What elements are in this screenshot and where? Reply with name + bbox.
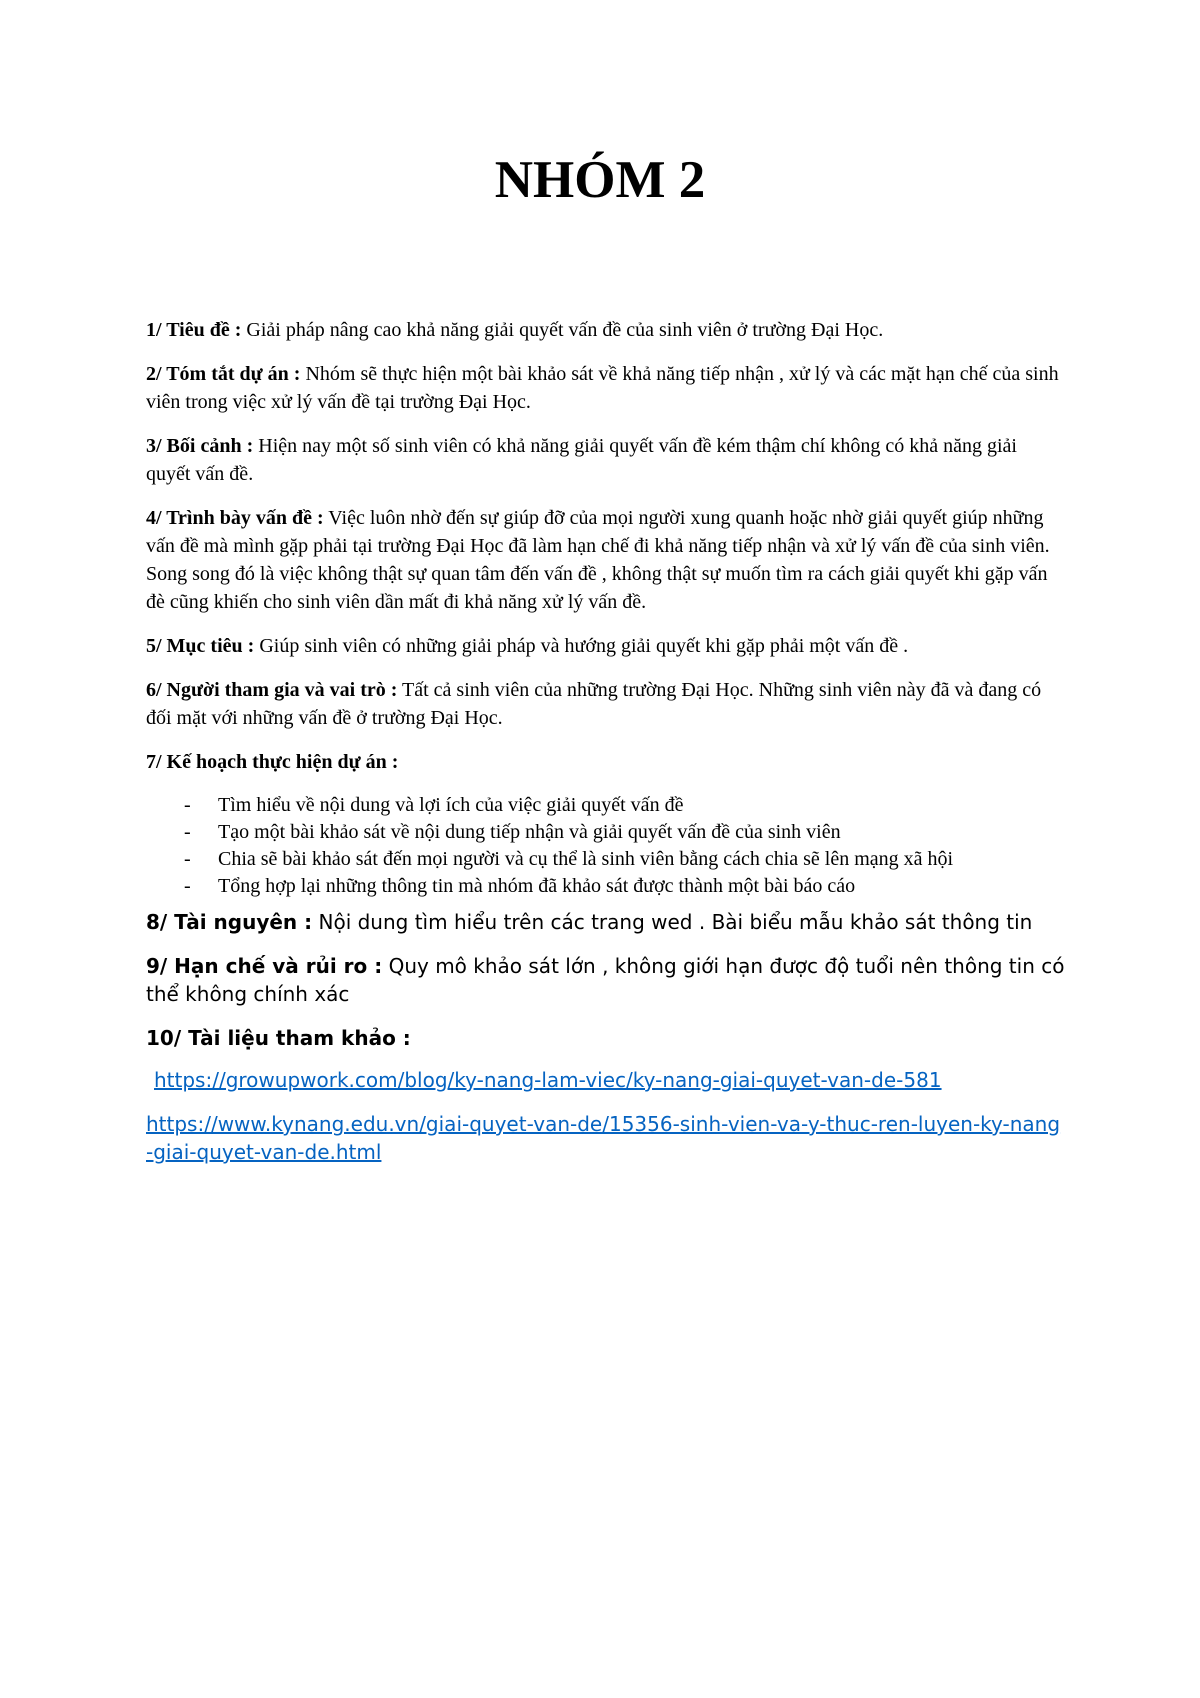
section-plan [146,748,1066,776]
section-goal [146,632,1066,660]
list-item-text: Tìm hiểu về nội dung và lợi ích của việc giải quyết vấn đề [218,794,684,816]
section-context [146,432,1066,488]
section-risks-text: Quy mô khảo sát lớn , không giới hạn được độ tuổi nên thông tin có thể không chính xác [146,954,1065,1006]
reference-link-1-wrapper [146,1066,1066,1094]
section-problem [146,504,1066,616]
list-item [146,819,1066,846]
reference-link-1[interactable]: https://growupwork.com/blog/ky-nang-lam-viec/ky-nang-giai-quyet-van-de-581 [154,1068,942,1092]
section-risks [146,952,1066,1008]
section-title-label: 1/ Tiêu đề : [146,319,242,341]
page-title: NHÓM 2 [494,151,706,209]
section-resources [146,908,1066,936]
section-context-label: 3/ Bối cảnh : [146,435,254,457]
plan-list [146,792,1066,900]
section-title [146,316,1066,344]
section-plan-label: 7/ Kế hoạch thực hiện dự án : [146,751,399,773]
list-item [146,792,1066,819]
section-goal-text: Giúp sinh viên có những giải pháp và hướng giải quyết khi gặp phải một vấn đề . [254,635,909,657]
section-participants [146,676,1066,732]
list-item [146,873,1066,900]
reference-link-2-wrapper [146,1110,1066,1166]
list-item [146,846,1066,873]
section-goal-label: 5/ Mục tiêu : [146,635,255,657]
dash-bullet: - [184,848,191,870]
dash-bullet: - [184,794,191,816]
section-resources-text: Nội dung tìm hiểu trên các trang wed . Bài biểu mẫu khảo sát thông tin [312,910,1033,934]
section-problem-text: Việc luôn nhờ đến sự giúp đỡ của mọi người xung quanh hoặc nhờ giải quyết giúp những vấn đề mà mình gặp phải tại trường Đại Học đã làm hạn chế đi khả năng tiếp nhận và xử lý vấn đề của sinh viên. Song song đó là việc không thật sự quan tâm đến vấn đề , không thật sự muốn tìm ra cách giải quyết khi gặp vấn đè cũng khiến cho sinh viên dần mất đi khả năng xử lý vấn đề. [146,507,1050,613]
list-item-text: Tổng hợp lại những thông tin mà nhóm đã khảo sát được thành một bài báo cáo [218,875,856,897]
section-participants-text: Tất cả sinh viên của những trường Đại Học. Những sinh viên này đã và đang có đối mặt với những vấn đề ở trường Đại Học. [146,679,1042,729]
section-summary [146,360,1066,416]
section-title-text: Giải pháp nâng cao khả năng giải quyết vấn đề của sinh viên ở trường Đại Học. [241,319,884,341]
reference-link-2[interactable]: https://www.kynang.edu.vn/giai-quyet-van-de/15356-sinh-vien-va-y-thuc-ren-luyen-ky-nang-giai-quyet-van-de.html [146,1112,1061,1164]
section-references-label: 10/ Tài liệu tham khảo : [146,1026,411,1050]
section-summary-text: Nhóm sẽ thực hiện một bài khảo sát về khả năng tiếp nhận , xử lý và các mặt hạn chế của sinh viên trong việc xử lý vấn đề tại trường Đại Học. [146,363,1059,413]
section-problem-label: 4/ Trình bày vấn đề : [146,507,324,529]
dash-bullet: - [184,875,191,897]
section-summary-label: 2/ Tóm tắt dự án : [146,363,301,385]
section-resources-label: 8/ Tài nguyên : [146,910,313,934]
dash-bullet: - [184,821,191,843]
list-item-text: Chia sẽ bài khảo sát đến mọi người và cụ thể là sinh viên bằng cách chia sẽ lên mạng xã hội [218,848,954,870]
section-participants-label: 6/ Người tham gia và vai trò : [146,679,398,701]
section-risks-label: 9/ Hạn chế và rủi ro : [146,954,383,978]
section-references [146,1024,1066,1052]
section-context-text: Hiện nay một số sinh viên có khả năng giải quyết vấn đề kém thậm chí không có khả năng giải quyết vấn đề. [146,435,1017,485]
list-item-text: Tạo một bài khảo sát về nội dung tiếp nhận và giải quyết vấn đề của sinh viên [218,821,841,843]
document-body [146,316,1066,1182]
